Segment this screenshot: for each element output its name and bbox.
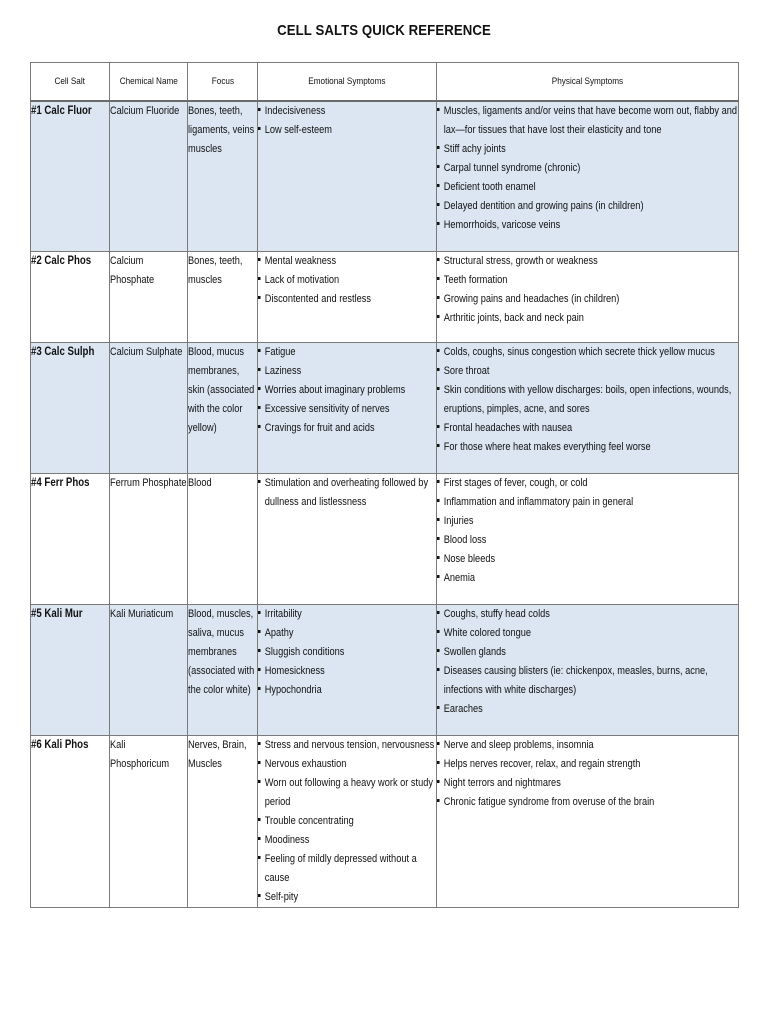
list-item: Sore throat [437,362,738,381]
chemical-name: Calcium Sulphate [110,343,188,474]
list-item: Nose bleeds [437,550,738,569]
physical-symptoms [437,605,739,736]
emotional-symptoms-list [258,736,436,907]
physical-symptoms [437,343,739,474]
emotional-symptoms-list [258,343,436,438]
list-item: Deficient tooth enamel [437,178,738,197]
physical-symptoms [437,252,739,343]
list-item: Irritability [258,605,436,624]
list-item: Diseases causing blisters (ie: chickenpox, measles, burns, acne, infections with white discharges) [437,662,738,700]
list-item: Lack of motivation [258,271,436,290]
physical-symptoms-list [437,102,738,235]
emotional-symptoms [258,474,437,605]
chemical-name: Calcium Fluoride [110,101,188,252]
list-item: First stages of fever, cough, or cold [437,474,738,493]
list-item: Frontal headaches with nausea [437,419,738,438]
list-item: Swollen glands [437,643,738,662]
list-item: Low self-esteem [258,121,436,140]
list-item: Delayed dentition and growing pains (in children) [437,197,738,216]
chemical-name: Kali Phosphoricum [110,736,188,908]
list-item: Arthritic joints, back and neck pain [437,309,738,328]
list-item: For those where heat makes everything feel worse [437,438,738,457]
page-title: CELL SALTS QUICK REFERENCE [277,22,491,39]
cell-salt-name: #3 Calc Sulph [31,343,110,474]
header-emotional-symptoms: Emotional Symptoms [258,63,437,102]
cell-salt-name: #6 Kali Phos [31,736,110,908]
emotional-symptoms [258,343,437,474]
header-focus: Focus [188,63,258,102]
list-item: Apathy [258,624,436,643]
list-item: Structural stress, growth or weakness [437,252,738,271]
table-row [31,343,739,474]
cell-salt-name: #4 Ferr Phos [31,474,110,605]
list-item: Night terrors and nightmares [437,774,738,793]
chemical-name: Calcium Phosphate [110,252,188,343]
physical-symptoms [437,736,739,908]
list-item: Indecisiveness [258,102,436,121]
physical-symptoms-list [437,252,738,328]
focus-text: Blood, mucus membranes, skin (associated with the color yellow) [188,343,258,474]
emotional-symptoms [258,736,437,908]
list-item: Fatigue [258,343,436,362]
list-item: Moodiness [258,831,436,850]
emotional-symptoms-list [258,605,436,700]
header-physical-symptoms: Physical Symptoms [437,63,739,102]
cell-salt-name: #2 Calc Phos [31,252,110,343]
list-item: Inflammation and inflammatory pain in general [437,493,738,512]
chemical-name: Ferrum Phosphate [110,474,188,605]
table-row [31,101,739,252]
physical-symptoms-list [437,343,738,457]
list-item: Chronic fatigue syndrome from overuse of the brain [437,793,738,812]
list-item: Hemorrhoids, varicose veins [437,216,738,235]
physical-symptoms [437,101,739,252]
list-item: Sluggish conditions [258,643,436,662]
table-body [31,101,739,908]
table-row [31,736,739,908]
list-item: White colored tongue [437,624,738,643]
cell-salts-table [30,62,739,908]
emotional-symptoms [258,605,437,736]
list-item: Stimulation and overheating followed by dullness and listlessness [258,474,436,512]
header-cell-salt: Cell Salt [31,63,110,102]
list-item: Growing pains and headaches (in children) [437,290,738,309]
physical-symptoms-list [437,736,738,812]
physical-symptoms [437,474,739,605]
list-item: Injuries [437,512,738,531]
list-item: Earaches [437,700,738,719]
table-row [31,474,739,605]
list-item: Hypochondria [258,681,436,700]
emotional-symptoms [258,252,437,343]
list-item: Mental weakness [258,252,436,271]
focus-text: Blood [188,474,258,605]
emotional-symptoms-list [258,474,436,512]
focus-text: Blood, muscles, saliva, mucus membranes (associated with the color white) [188,605,258,736]
list-item: Teeth formation [437,271,738,290]
list-item: Muscles, ligaments and/or veins that have become worn out, flabby and lax—for tissues that have lost their elasticity and tone [437,102,738,140]
list-item: Homesickness [258,662,436,681]
list-item: Coughs, stuffy head colds [437,605,738,624]
table-header-row [31,63,739,102]
list-item: Carpal tunnel syndrome (chronic) [437,159,738,178]
emotional-symptoms-list [258,102,436,140]
physical-symptoms-list [437,474,738,588]
list-item: Laziness [258,362,436,381]
list-item: Self-pity [258,888,436,907]
focus-text: Nerves, Brain, Muscles [188,736,258,908]
cell-salt-name: #1 Calc Fluor [31,101,110,252]
list-item: Stiff achy joints [437,140,738,159]
emotional-symptoms-list [258,252,436,309]
list-item: Colds, coughs, sinus congestion which secrete thick yellow mucus [437,343,738,362]
list-item: Worries about imaginary problems [258,381,436,400]
list-item: Anemia [437,569,738,588]
table-row [31,605,739,736]
list-item: Discontented and restless [258,290,436,309]
list-item: Nervous exhaustion [258,755,436,774]
emotional-symptoms [258,101,437,252]
focus-text: Bones, teeth, ligaments, veins muscles [188,101,258,252]
list-item: Helps nerves recover, relax, and regain strength [437,755,738,774]
list-item: Skin conditions with yellow discharges: boils, open infections, wounds, eruptions, pimples, acne, and sores [437,381,738,419]
list-item: Blood loss [437,531,738,550]
list-item: Excessive sensitivity of nerves [258,400,436,419]
chemical-name: Kali Muriaticum [110,605,188,736]
list-item: Feeling of mildly depressed without a cause [258,850,436,888]
list-item: Trouble concentrating [258,812,436,831]
list-item: Stress and nervous tension, nervousness [258,736,436,755]
table-row [31,252,739,343]
header-chemical-name: Chemical Name [110,63,188,102]
focus-text: Bones, teeth, muscles [188,252,258,343]
list-item: Nerve and sleep problems, insomnia [437,736,738,755]
physical-symptoms-list [437,605,738,719]
list-item: Worn out following a heavy work or study period [258,774,436,812]
list-item: Cravings for fruit and acids [258,419,436,438]
cell-salt-name: #5 Kali Mur [31,605,110,736]
